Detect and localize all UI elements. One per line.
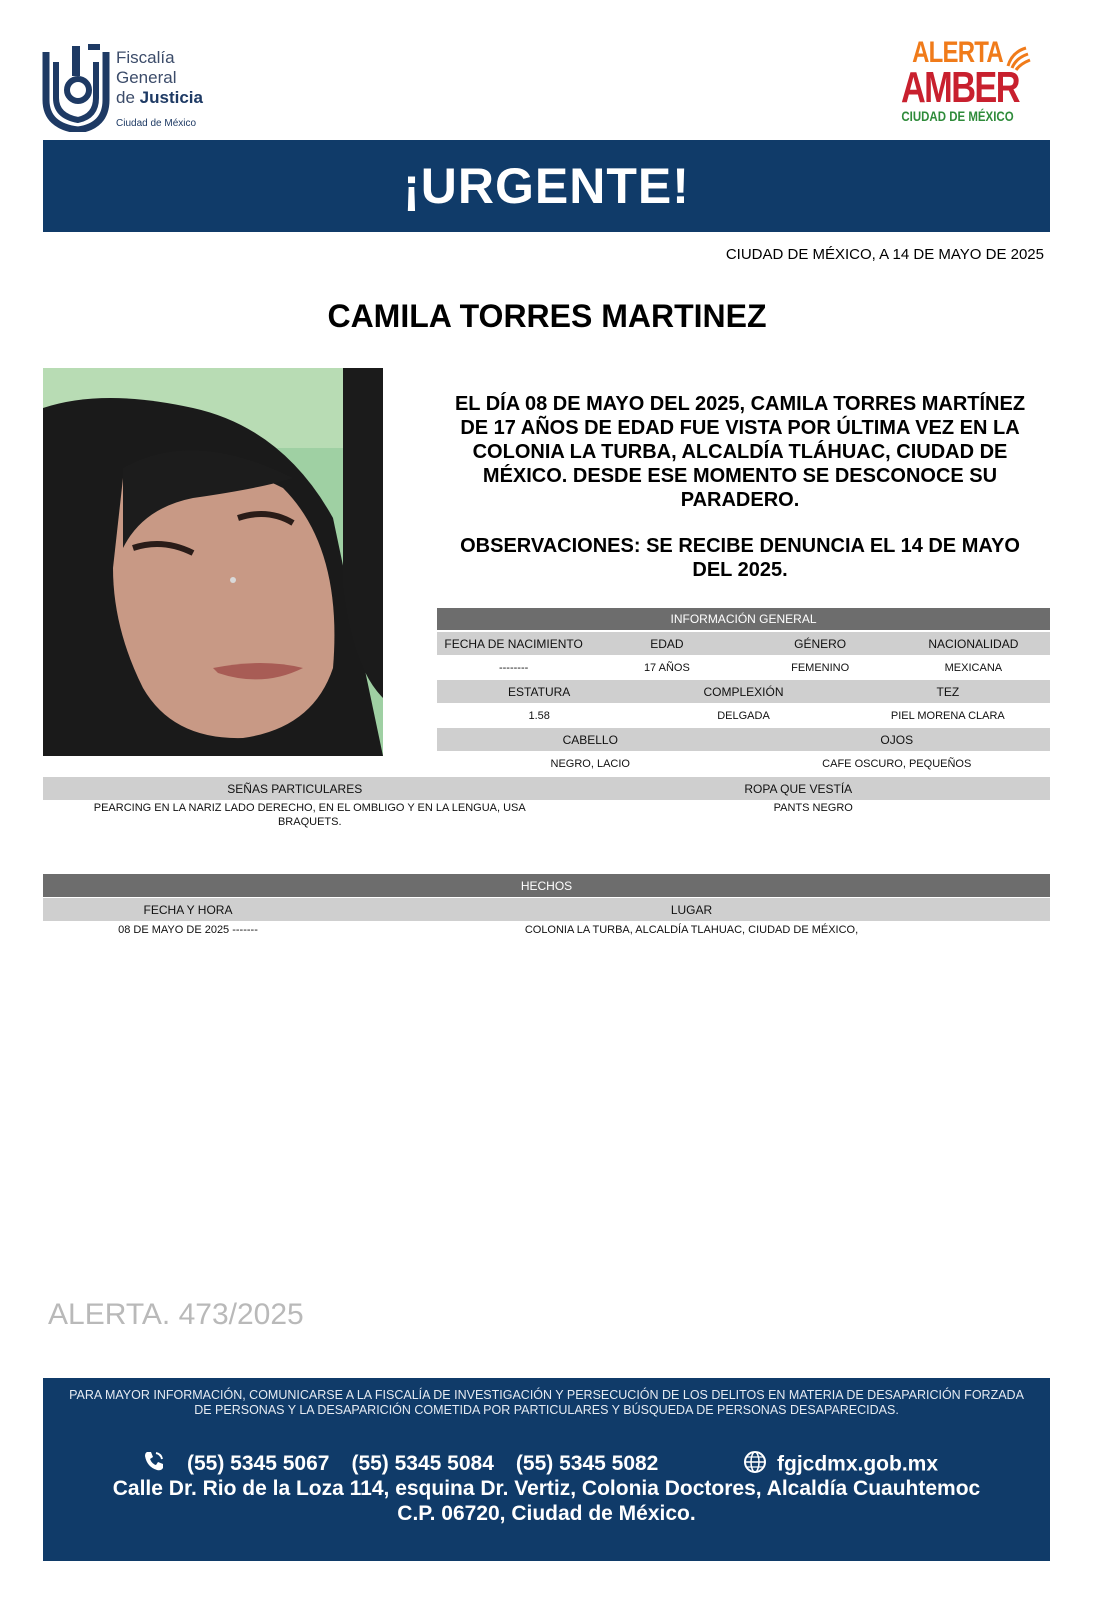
phone-list [143,1450,680,1478]
value-height: 1.58 [528,709,550,722]
header-hair: CABELLO [562,732,618,747]
fgj-line3-prefix: de [116,88,135,107]
value-hair: NEGRO, LACIO [550,757,630,770]
info-title-row [437,608,1050,630]
facts-values [43,920,1050,940]
fgj-line1: Fiscalía [116,48,175,67]
value-birthdate: -------- [498,661,529,674]
value-clothing: PANTS NEGRO [773,802,853,814]
value-datetime: 08 DE MAYO DE 2025 ------- [118,924,258,936]
header-marks: SEÑAS PARTICULARES [227,781,363,796]
contact-note: PARA MAYOR INFORMACIÓN, COMUNICARSE A LA FISCALÍA DE INVESTIGACIÓN Y PERSECUCIÓN DE LOS DELITOS EN MATERIA DE DESAPARICIÓN FORZADA DE PERSONAS Y LA DESAPARICIÓN COMETIDA POR PARTICULARES Y BÚSQUEDA DE PERSONAS DESAPARECIDAS. [69,1388,1024,1417]
fgj-logo [42,40,112,132]
info-row1-headers [437,632,1050,655]
info-row3-headers [437,728,1050,751]
marks-values [43,801,1050,831]
phone-1[interactable]: (55) 5345 5067 [187,1451,330,1475]
header-birthdate: FECHA DE NACIMIENTO [444,636,583,651]
header-clothing: ROPA QUE VESTÍA [744,781,853,796]
info-row2-values [437,704,1050,727]
header-eyes: OJOS [880,732,914,747]
website-link[interactable]: fgjcdmx.gob.mx [777,1452,939,1476]
value-complexion: PIEL MORENA CLARA [890,709,1005,722]
info-row3-values [437,752,1050,775]
header-place: LUGAR [670,902,713,917]
amber-line2: AMBER [900,63,1019,112]
document-date: CIUDAD DE MÉXICO, A 14 DE MAYO DE 2025 [725,246,1044,263]
address [43,1476,1050,1526]
amber-line1: ALERTA [912,36,1003,69]
info-title: INFORMACIÓN GENERAL [670,612,817,626]
value-nationality: MEXICANA [944,661,1003,674]
header-age: EDAD [650,636,684,651]
observations: OBSERVACIONES: SE RECIBE DENUNCIA EL 14 DE MAYO DEL 2025. [460,535,1020,581]
header-complexion: TEZ [936,684,960,699]
fgj-line3-bold: Justicia [139,88,203,107]
facts-title: HECHOS [520,878,573,893]
value-eyes: CAFE OSCURO, PEQUEÑOS [822,757,972,770]
address-line2: C.P. 06720, Ciudad de México. [397,1502,696,1525]
header-build: COMPLEXIÓN [703,684,784,699]
address-line1: Calle Dr. Rio de la Loza 114, esquina Dr. Vertiz, Colonia Doctores, Alcaldía Cuauhtemoc [112,1477,981,1500]
phone-2[interactable]: (55) 5345 5084 [351,1451,494,1475]
value-place: COLONIA LA TURBA, ALCALDÍA TLAHUAC, CIUDAD DE MÉXICO, [524,924,859,936]
fgj-line2: General [116,68,177,87]
urgent-banner: ¡URGENTE! [43,140,1050,232]
amber-wave-icon [1004,42,1034,77]
disappearance-description: EL DÍA 08 DE MAYO DEL 2025, CAMILA TORRES MARTÍNEZ DE 17 AÑOS DE EDAD FUE VISTA POR ÚLTIMA VEZ EN LA COLONIA LA TURBA, ALCALDÍA TLÁHUAC, CIUDAD DE MÉXICO. DESDE ESE MOMENTO SE DESCONOCE SU PARADERO. [454,393,1026,511]
fgj-subtitle: Ciudad de México [116,118,197,129]
person-name: CAMILA TORRES MARTINEZ [327,298,767,334]
fgj-name [116,48,203,108]
alert-number: ALERTA. 473/2025 [48,1298,304,1331]
header-gender: GÉNERO [794,636,847,651]
facts-headers [43,898,1050,921]
marks-headers [43,777,1050,800]
info-row1-values [437,656,1050,679]
fgj-emblem-icon [42,40,112,132]
value-age: 17 AÑOS [643,661,690,674]
value-marks: PEARCING EN LA NARIZ LADO DERECHO, EN EL OMBLIGO Y EN LA LENGUA, USA BRAQUETS. [93,802,526,828]
header-nationality: NACIONALIDAD [928,636,1019,651]
amber-line3: CIUDAD DE MÉXICO [901,108,1014,124]
contact-footer [43,1378,1050,1561]
phone-3[interactable]: (55) 5345 5082 [515,1451,659,1475]
info-row2-headers [437,680,1050,703]
fgj-line3 [116,88,203,108]
header-height: ESTATURA [508,684,571,699]
phone-icon [143,1450,165,1478]
facts-title-row [43,874,1050,897]
value-build: DELGADA [717,709,770,722]
person-photo [43,368,383,756]
header-datetime: FECHA Y HORA [143,902,233,917]
value-gender: FEMENINO [791,661,850,674]
